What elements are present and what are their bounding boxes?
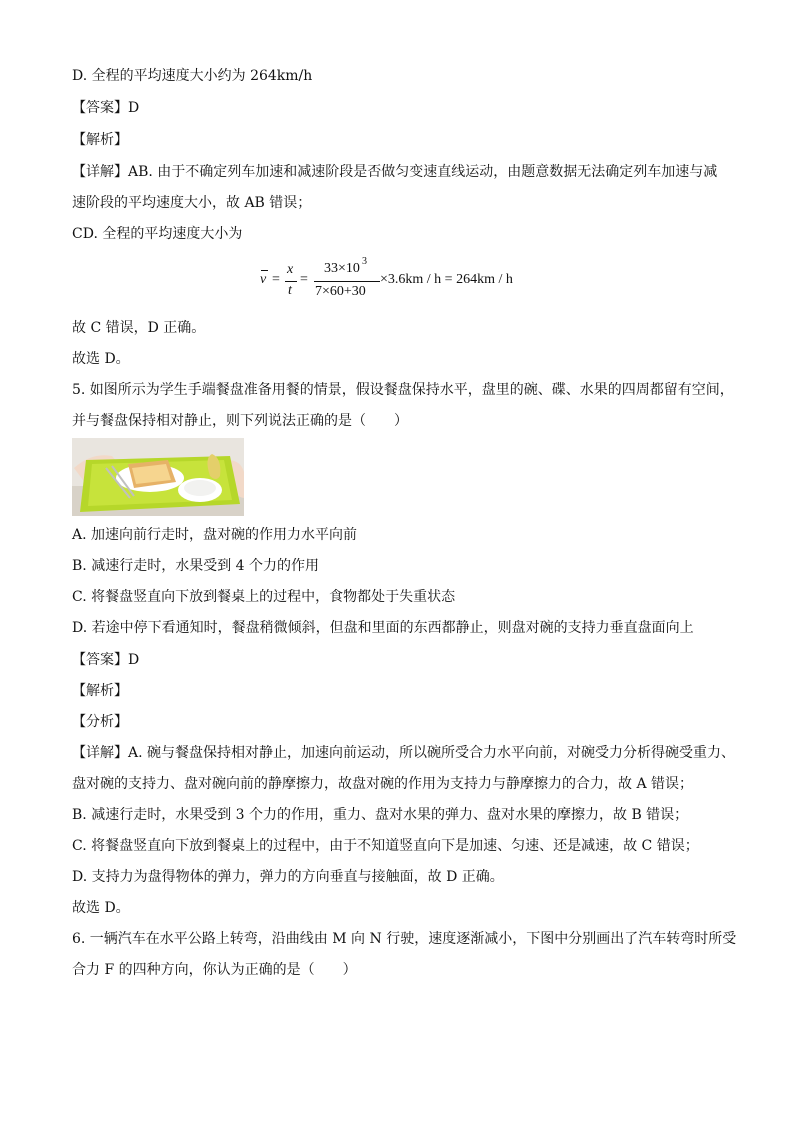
tray-photo [72, 438, 244, 516]
detail-line-2: 速阶段的平均速度大小，故 AB 错误； [72, 195, 312, 211]
option-d-q5: D. 若途中停下看通知时，餐盘稍微倾斜，但盘和里面的东西都静止，则盘对碗的支持力垂直盘面向上 [72, 620, 694, 636]
formula-x: x [287, 262, 294, 277]
option-d-q4: D. 全程的平均速度大小约为 264km/h [72, 68, 313, 84]
answer-label-q5: 【答案】D [72, 652, 140, 668]
average-speed-formula [258, 256, 558, 304]
formula-v: v [260, 272, 267, 287]
frac1-bar [285, 281, 297, 282]
formula-eq1: = [272, 272, 280, 287]
formula-t: t [288, 283, 292, 298]
formula-rest: ×3.6km / h = 264km / h [380, 272, 513, 287]
question-5-line-2: 并与餐盘保持相对静止，则下列说法正确的是（ ） [72, 413, 408, 429]
analysis-label-q4: 【解析】 [72, 132, 128, 148]
v-bar [261, 270, 268, 271]
detail-q5-line-3: B. 减速行走时，水果受到 3 个力的作用，重力、盘对水果的弹力、盘对水果的摩擦力，故 B 错误； [72, 807, 689, 823]
analyze-label-q5: 【分析】 [72, 714, 128, 730]
detail-line-1: 【详解】AB. 由于不确定列车加速和减速阶段是否做匀变速直线运动，由题意数据无法确定列车加速与减 [72, 164, 718, 180]
analysis-label-q5: 【解析】 [72, 683, 128, 699]
frac2-bar [314, 281, 380, 282]
detail-line-3: CD. 全程的平均速度大小为 [72, 226, 243, 242]
formula-eq2: = [300, 272, 308, 287]
detail-q5-line-4: C. 将餐盘竖直向下放到餐桌上的过程中，由于不知道竖直向下是加速、匀速、还是减速，故 C 错误； [72, 838, 699, 854]
question-6-line-1: 6. 一辆汽车在水平公路上转弯，沿曲线由 M 向 N 行驶，速度逐渐减小，下图中分别画出了汽车转弯时所受 [72, 931, 737, 947]
detail-q5-line-2: 盘对碗的支持力、盘对碗向前的静摩擦力，故盘对碗的作用为支持力与静摩擦力的合力，故 A 错误； [72, 776, 694, 792]
option-c-q5: C. 将餐盘竖直向下放到餐桌上的过程中，食物都处于失重状态 [72, 589, 456, 605]
question-6-line-2: 合力 F 的四种方向，你认为正确的是（ ） [72, 962, 357, 978]
formula-denominator: 7×60+30 [315, 284, 366, 299]
option-b-q5: B. 减速行走时，水果受到 4 个力的作用 [72, 558, 319, 574]
choice-q4: 故选 D。 [72, 351, 130, 367]
choice-q5: 故选 D。 [72, 900, 130, 916]
question-5-line-1: 5. 如图所示为学生手端餐盘准备用餐的情景，假设餐盘保持水平，盘里的碗、碟、水果的四周都留有空间， [72, 382, 734, 398]
detail-q5-line-5: D. 支持力为盘得物体的弹力，弹力的方向垂直与接触面，故 D 正确。 [72, 869, 504, 885]
conclusion-line: 故 C 错误，D 正确。 [72, 320, 206, 336]
answer-label-q4: 【答案】D [72, 100, 140, 116]
formula-numerator: 33×10 [324, 261, 360, 276]
detail-q5-line-1: 【详解】A. 碗与餐盘保持相对静止，加速向前运动，所以碗所受合力水平向前，对碗受力分析得碗受重力、 [72, 745, 736, 761]
option-a-q5: A. 加速向前行走时，盘对碗的作用力水平向前 [72, 527, 358, 543]
formula-exponent: 3 [362, 256, 367, 267]
